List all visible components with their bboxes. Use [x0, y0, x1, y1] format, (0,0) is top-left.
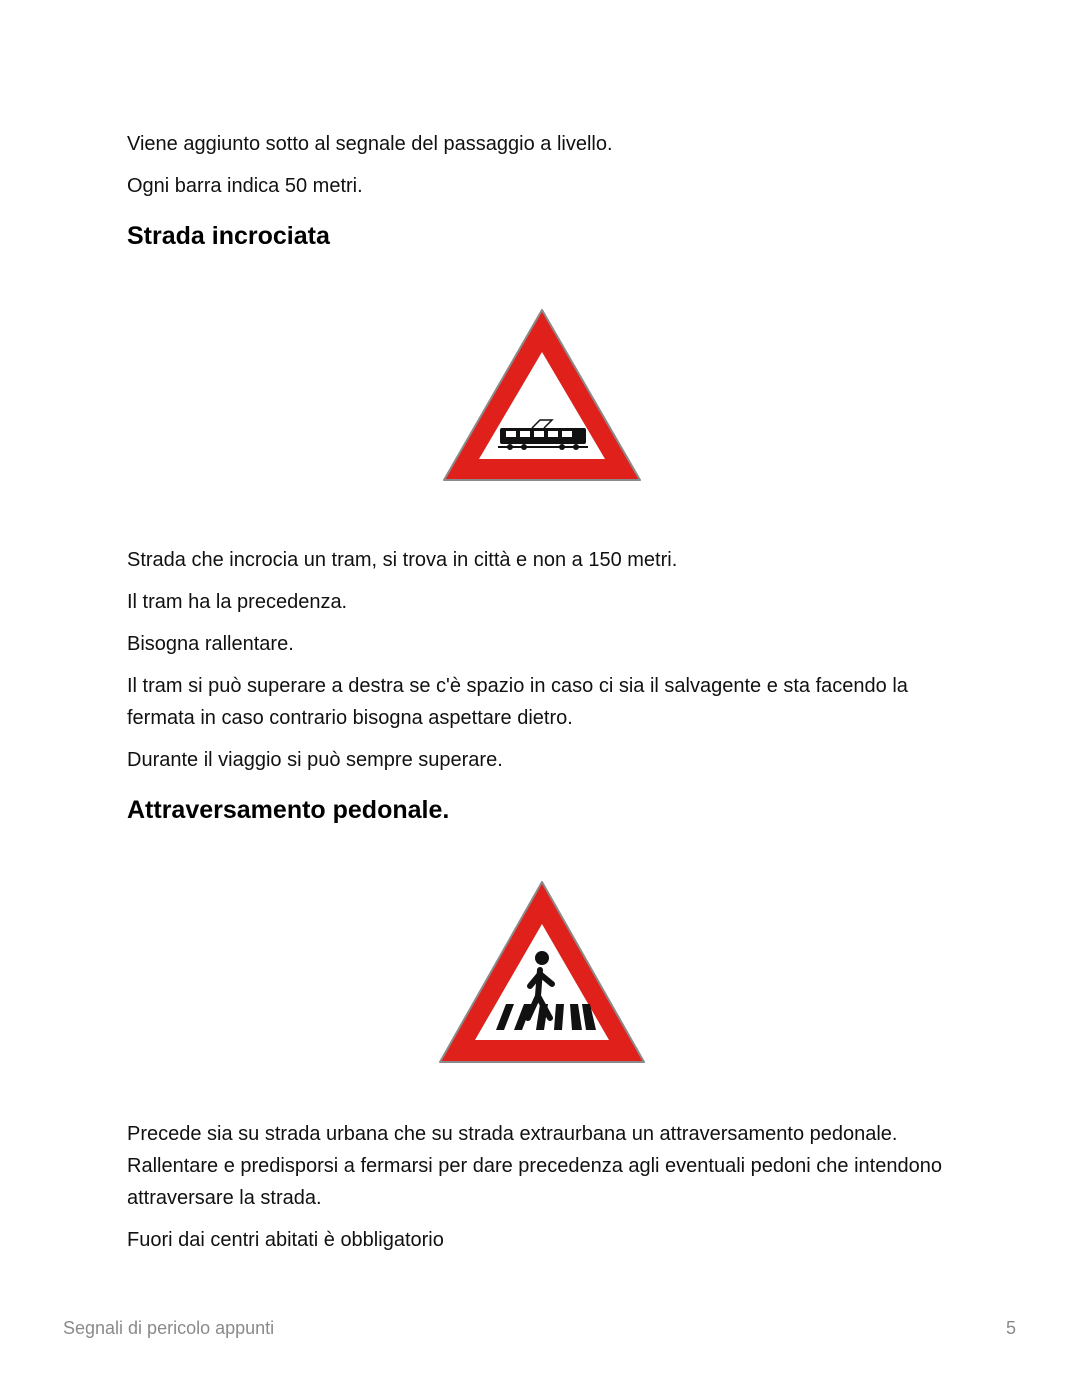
footer-page-number: 5: [1005, 1318, 1016, 1338]
footer-document-title: Segnali di pericolo appunti: [63, 1318, 275, 1338]
section1-paragraph-2: Il tram ha la precedenza.: [127, 591, 348, 613]
section-title-attraversamento-pedonale: Attraversamento pedonale.: [127, 796, 450, 824]
section1-paragraph-1: Strada che incrocia un tram, si trova in città e non a 150 metri.: [127, 549, 678, 571]
page-content: [127, 128, 957, 1266]
pedestrian-crossing-warning-sign-icon: [436, 878, 648, 1066]
section2-paragraph-2: Fuori dai centri abitati è obbligatorio: [127, 1229, 444, 1251]
tram-crossing-warning-sign-icon: [440, 306, 644, 486]
pedestrian-crossing-sign: [127, 878, 957, 1066]
section2-paragraph-1: Precede sia su strada urbana che su strada extraurbana un attraversamento pedonale. Rallentare e predisporsi a fermarsi per dare precedenza agli eventuali pedoni che intendono attraversare la strada.: [127, 1123, 942, 1209]
section1-paragraph-3: Bisogna rallentare.: [127, 633, 294, 655]
section1-paragraph-4: Il tram si può superare a destra se c'è spazio in caso ci sia il salvagente e sta facendo la fermata in caso contrario bisogna aspettare dietro.: [127, 675, 908, 729]
intro-line-1: Viene aggiunto sotto al segnale del passaggio a livello.: [127, 133, 613, 155]
tram-crossing-sign: [127, 306, 957, 486]
intro-line-2: Ogni barra indica 50 metri.: [127, 175, 363, 197]
section-title-strada-incrociata: Strada incrociata: [127, 222, 330, 250]
section1-paragraph-5: Durante il viaggio si può sempre superare.: [127, 749, 503, 771]
